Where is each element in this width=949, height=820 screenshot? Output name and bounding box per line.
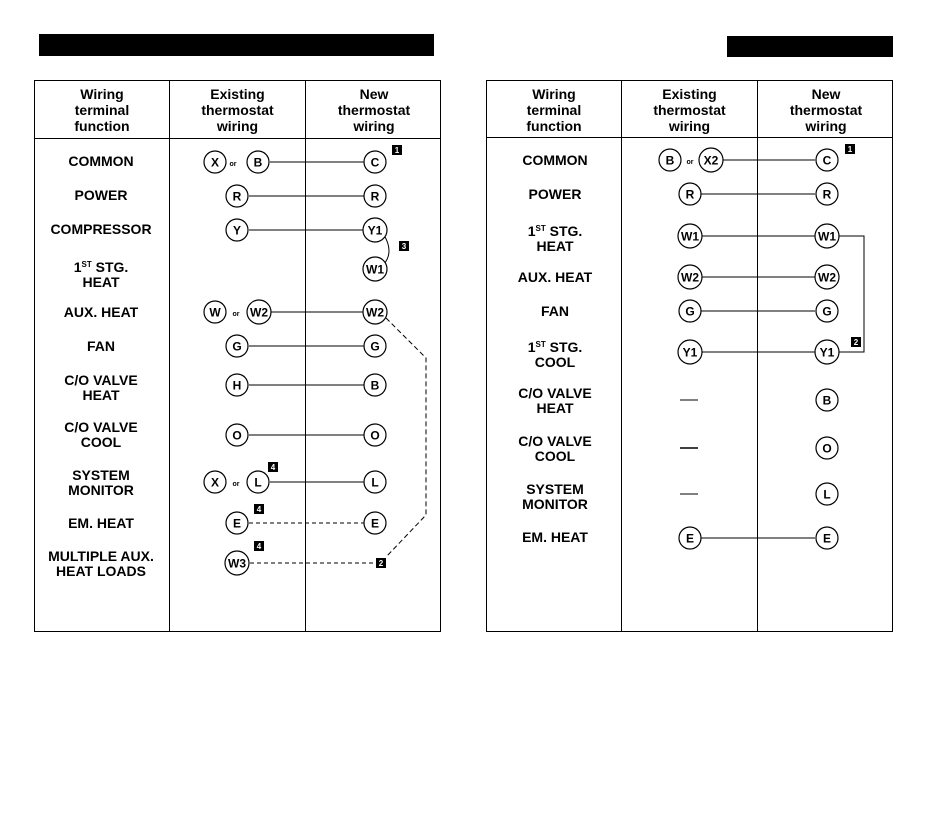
left-terminal-e-e [226, 512, 248, 534]
right-header-function: Wiring terminal function [526, 86, 582, 134]
note-label: 4 [270, 463, 276, 472]
right-fn-power: POWER [528, 186, 582, 202]
svg-text:B: B [253, 155, 263, 170]
note-label: 3 [401, 242, 407, 251]
right-fn-em-heat: EM. HEAT [522, 529, 588, 545]
or-label: or [686, 159, 694, 166]
right-terminal-e-e [679, 527, 701, 549]
svg-text:R: R [232, 189, 242, 204]
left-terminal-w2-e [247, 300, 271, 324]
right-terminal-e-n [816, 527, 838, 549]
left-terminal-y1 [363, 218, 387, 242]
right-terminal-y1-n [815, 340, 839, 364]
left-header-existing: Existing thermostat wiring [201, 86, 274, 134]
right-terminal-y1-e [678, 340, 702, 364]
svg-text:W2: W2 [818, 270, 836, 285]
svg-text:E: E [685, 531, 695, 546]
right-header-new: New thermostat wiring [789, 86, 863, 134]
left-fn-common: COMMON [68, 153, 134, 169]
note-label: 1 [847, 145, 853, 154]
left-terminal-x2 [204, 471, 226, 493]
right-fn-aux-heat: AUX. HEAT [517, 269, 593, 285]
svg-text:R: R [685, 187, 695, 202]
right-terminal-w1-e [678, 224, 702, 248]
left-terminal-e-n [364, 512, 386, 534]
left-terminal-x [204, 151, 226, 173]
svg-text:B: B [665, 153, 675, 168]
right-fn-co-valve-heat: C/O VALVE HEAT [518, 385, 592, 416]
right-header-existing: Existing thermostat wiring [653, 86, 726, 134]
svg-text:E: E [370, 516, 380, 531]
svg-text:H: H [232, 378, 242, 393]
left-terminal-c [364, 151, 386, 173]
svg-text:X2: X2 [703, 153, 719, 168]
note-label: 2 [853, 338, 859, 347]
svg-text:W1: W1 [366, 262, 384, 277]
left-fn-co-valve-cool: C/O VALVE COOL [64, 419, 138, 450]
svg-text:X: X [210, 475, 220, 490]
svg-text:C: C [370, 155, 380, 170]
right-terminal-w2-e [678, 265, 702, 289]
svg-text:B: B [822, 393, 832, 408]
left-terminal-l-e [247, 471, 269, 493]
svg-text:O: O [822, 441, 832, 456]
or-label: or [232, 481, 240, 488]
svg-text:Y1: Y1 [682, 345, 698, 360]
right-terminal-o-n [816, 437, 838, 459]
right-fn-system-monitor: SYSTEM MONITOR [522, 481, 588, 512]
left-terminal-b-n [364, 374, 386, 396]
left-fn-co-valve-heat: C/O VALVE HEAT [64, 372, 138, 403]
left-terminal-w2-n [363, 300, 387, 324]
svg-text:R: R [822, 187, 832, 202]
svg-text:W2: W2 [366, 305, 384, 320]
svg-text:E: E [232, 516, 242, 531]
left-fn-system-monitor: SYSTEM MONITOR [68, 467, 134, 498]
svg-text:W1: W1 [681, 229, 699, 244]
left-terminal-g-e [226, 335, 248, 357]
svg-text:G: G [232, 339, 242, 354]
right-terminal-r-n [816, 183, 838, 205]
left-fn-em-heat: EM. HEAT [68, 515, 134, 531]
left-fn-1st-stg-heat: 1ST STG. HEAT [73, 259, 129, 290]
svg-text:L: L [254, 475, 262, 490]
left-fn-compressor: COMPRESSOR [50, 221, 152, 237]
right-fn-common: COMMON [522, 152, 588, 168]
left-fn-power: POWER [74, 187, 128, 203]
svg-text:X: X [210, 155, 220, 170]
right-terminal-w1-n [815, 224, 839, 248]
right-fn-1st-stg-cool: 1ST STG. COOL [527, 339, 583, 370]
svg-text:C: C [822, 153, 832, 168]
left-terminal-b [247, 151, 269, 173]
left-terminal-h [226, 374, 248, 396]
left-terminal-g-n [364, 335, 386, 357]
note-label: 2 [378, 559, 384, 568]
left-fn-multiple-aux: MULTIPLE AUX. HEAT LOADS [48, 548, 154, 579]
left-header-new: New thermostat wiring [337, 86, 411, 134]
svg-text:L: L [371, 475, 379, 490]
left-terminal-o-e [226, 424, 248, 446]
or-label: or [229, 161, 237, 168]
right-terminal-r-e [679, 183, 701, 205]
svg-text:O: O [232, 428, 242, 443]
right-terminal-g-e [679, 300, 701, 322]
left-terminal-r-n [364, 185, 386, 207]
svg-text:L: L [823, 487, 831, 502]
left-fn-aux-heat: AUX. HEAT [63, 304, 139, 320]
right-terminal-c [816, 149, 838, 171]
left-terminal-w3 [225, 551, 249, 575]
or-label: or [232, 311, 240, 318]
svg-text:B: B [370, 378, 380, 393]
note-label: 4 [256, 505, 262, 514]
left-header-function: Wiring terminal function [74, 86, 130, 134]
note-label: 4 [256, 542, 262, 551]
right-terminal-b [659, 149, 681, 171]
right-terminal-g-n [816, 300, 838, 322]
svg-text:O: O [370, 428, 380, 443]
left-terminal-o-n [364, 424, 386, 446]
right-fn-co-valve-cool: C/O VALVE COOL [518, 433, 592, 464]
right-fn-1st-stg-heat: 1ST STG. HEAT [527, 223, 583, 254]
right-terminal-w2-n [815, 265, 839, 289]
right-terminal-b-n [816, 389, 838, 411]
svg-text:G: G [370, 339, 380, 354]
svg-text:R: R [370, 189, 380, 204]
svg-text:W3: W3 [228, 556, 246, 571]
svg-text:Y1: Y1 [367, 223, 383, 238]
right-fn-fan: FAN [541, 303, 569, 319]
svg-text:E: E [822, 531, 832, 546]
right-terminal-x2 [699, 148, 723, 172]
left-terminal-w1 [363, 257, 387, 281]
left-terminal-w [204, 301, 226, 323]
left-terminal-y [226, 219, 248, 241]
svg-text:Y: Y [232, 223, 242, 238]
left-terminal-r-e [226, 185, 248, 207]
svg-text:W2: W2 [681, 270, 699, 285]
svg-text:Y1: Y1 [819, 345, 835, 360]
svg-text:G: G [822, 304, 832, 319]
svg-text:W2: W2 [250, 305, 268, 320]
left-terminal-l-n [364, 471, 386, 493]
svg-text:G: G [685, 304, 695, 319]
left-fn-fan: FAN [87, 338, 115, 354]
svg-text:W1: W1 [818, 229, 836, 244]
right-terminal-l-n [816, 483, 838, 505]
svg-text:W: W [209, 305, 221, 320]
note-label: 1 [394, 146, 400, 155]
